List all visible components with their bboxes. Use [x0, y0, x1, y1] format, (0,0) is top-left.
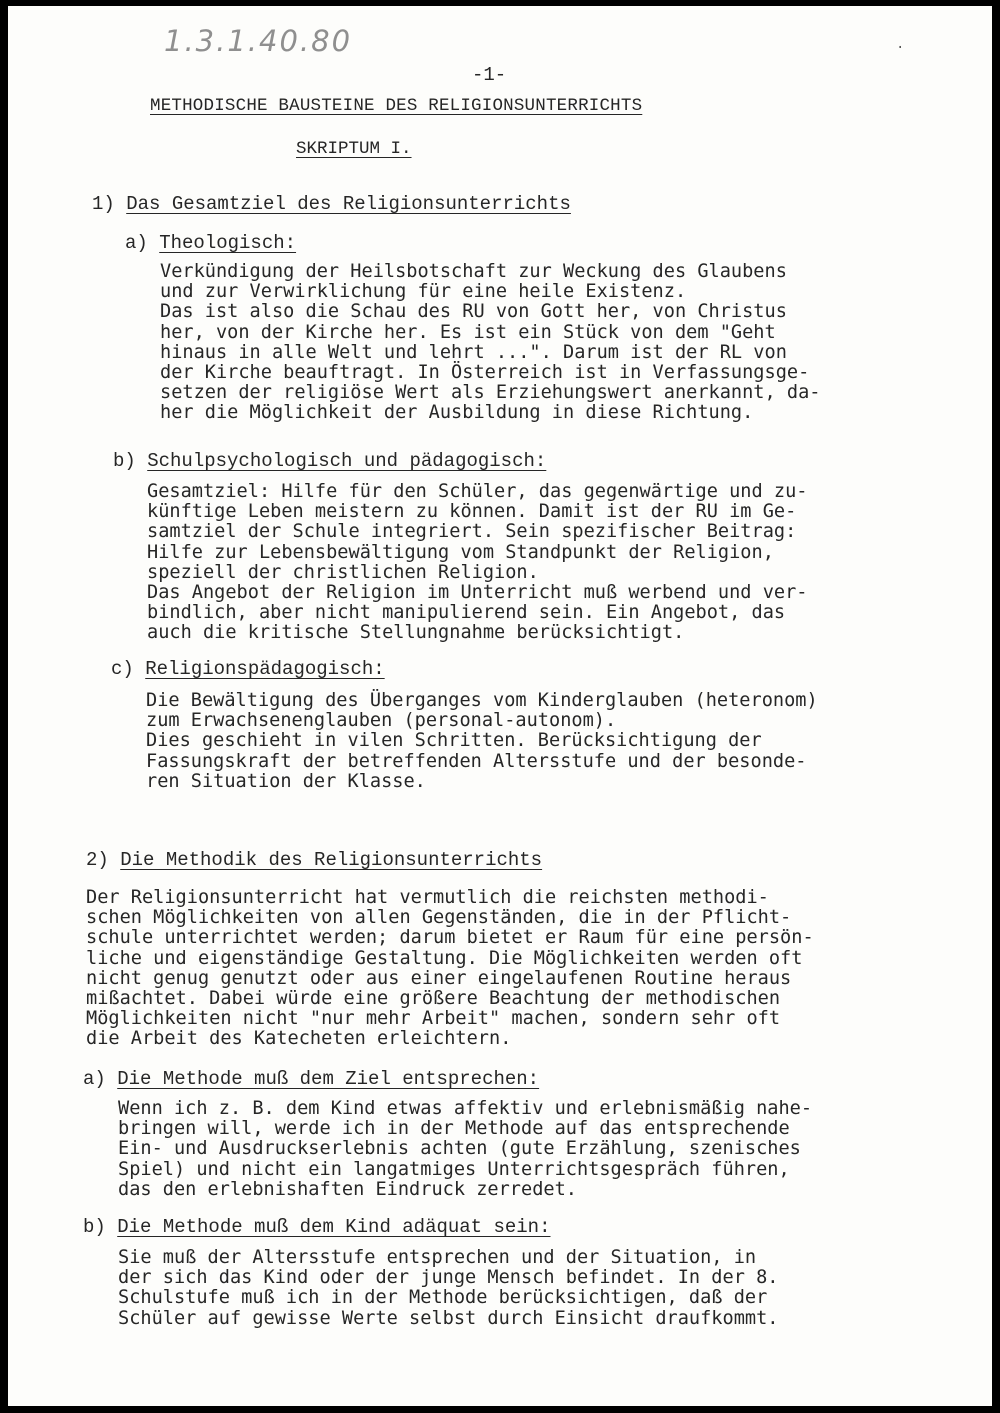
- section-1c-marker: c): [111, 658, 134, 680]
- section-2a-heading: [83, 1068, 539, 1090]
- section-1a-heading: [125, 232, 296, 254]
- section-1b-title: Schulpsychologisch und pädagogisch:: [147, 450, 547, 472]
- section-1a-title: Theologisch:: [159, 232, 297, 254]
- margin-mark: ·: [896, 40, 905, 56]
- section-1b-marker: b): [113, 450, 136, 472]
- section-2b-text: Sie muß der Altersstufe entsprechen und der Situation, in der sich das Kind oder der junge Mensch befindet. In der 8. Schulstufe muß ich in der Methode berücksichtigen, daß der Schüler auf gewisse Werte selbst durch Einsicht draufkommt.: [118, 1247, 779, 1329]
- section-1c-text: Die Bewältigung des Überganges vom Kinderglauben (heteronom) zum Erwachsenenglauben (personal-autonom). Dies geschieht in vilen Schritten. Berücksichtigung der Fassungskraft der betreffenden Altersstufe und der besonde- ren Situation der Klasse.: [146, 690, 818, 792]
- section-2a-marker: a): [83, 1068, 106, 1090]
- page-number: -1-: [472, 64, 507, 86]
- section-2b-heading: [83, 1216, 551, 1238]
- handwritten-annotation: 1.3.1.40.80: [164, 24, 353, 58]
- section-2-intro: Der Religionsunterricht hat vermutlich die reichsten methodi- schen Möglichkeiten von allen Gegenständen, die in der Pflicht- schule unterrichtet werden; darum bietet er Raum für eine persön- liche und eigenständige Gestaltung. Die Möglichkeiten werden oft nicht genug genutzt oder aus einer eingelaufenen Routine heraus mißachtet. Dabei würde eine größere Beachtung der methodischen Möglichkeiten nicht "nur mehr Arbeit" machen, sondern sehr oft die Arbeit des Katecheten erleichtern.: [86, 887, 814, 1050]
- section-1a-text: Verkündigung der Heilsbotschaft zur Weckung des Glaubens und zur Verwirklichung für eine heile Existenz. Das ist also die Schau des RU von Gott her, von Christus her, von der Kirche her. Es ist ein Stück von dem "Geht hinaus in alle Welt und lehrt ...". Darum ist der RL von der Kirche beauftragt. In Österreich ist in Verfassungsge- setzen der religiöse Wert als Erziehungswert anerkannt, da- her die Möglichkeit der Ausbildung in diese Richtung.: [160, 261, 821, 424]
- section-2-number: 2): [86, 849, 109, 871]
- section-2b-marker: b): [83, 1216, 106, 1238]
- section-2-title: Die Methodik des Religionsunterrichts: [120, 849, 543, 871]
- section-2-heading: [86, 849, 542, 871]
- document-subtitle: SKRIPTUM I.: [296, 139, 412, 159]
- section-2b-title: Die Methode muß dem Kind adäquat sein:: [117, 1216, 551, 1238]
- document-title: METHODISCHE BAUSTEINE DES RELIGIONSUNTERRICHTS: [150, 96, 643, 116]
- section-1-number: 1): [92, 193, 115, 215]
- section-1b-text: Gesamtziel: Hilfe für den Schüler, das gegenwärtige und zu- künftige Leben meistern zu können. Damit ist der RU im Ge- samtziel der Schule integriert. Sein spezifischer Beitrag: Hilfe zur Lebensbewältigung vom Standpunkt der Religion, speziell der christlichen Religion. Das Angebot der Religion im Unterricht muß werbend und ver- bindlich, aber nicht manipulierend sein. Ein Angebot, das auch die kritische Stellungnahme berücksichtigt.: [147, 481, 808, 644]
- section-1-heading: [92, 193, 571, 215]
- section-1c-title: Religionspädagogisch:: [145, 658, 385, 680]
- section-1a-marker: a): [125, 232, 148, 254]
- section-1c-heading: [111, 658, 385, 680]
- document-page: [8, 6, 992, 1406]
- section-2a-text: Wenn ich z. B. dem Kind etwas affektiv und erlebnismäßig nahe- bringen will, werde ich in der Methode auf das entsprechende Ein- und Ausdruckserlebnis achten (gute Erzählung, szenisches Spiel) und nicht ein langatmiges Unterrichtsgespräch führen, das den erlebnishaften Eindruck zerredet.: [118, 1098, 813, 1200]
- section-1b-heading: [113, 450, 546, 472]
- section-1-title: Das Gesamtziel des Religionsunterrichts: [126, 193, 571, 215]
- section-2a-title: Die Methode muß dem Ziel entsprechen:: [117, 1068, 540, 1090]
